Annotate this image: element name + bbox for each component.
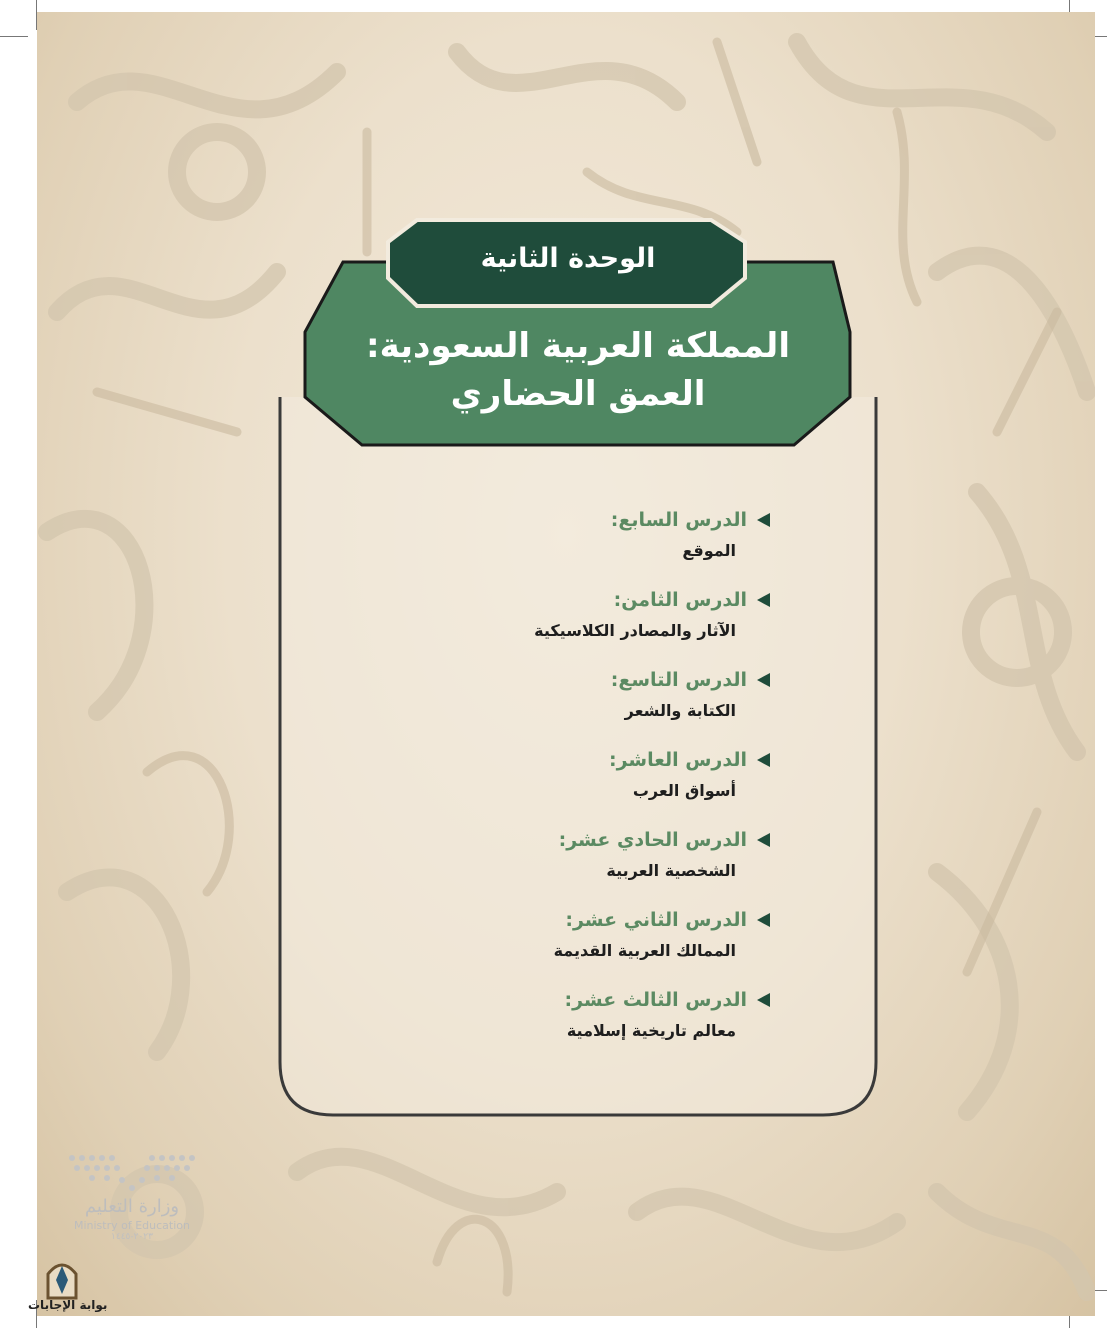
ministry-logo [62, 1148, 202, 1258]
lesson-item [390, 907, 770, 964]
lesson-item [390, 667, 770, 724]
portal-logo-icon [44, 1256, 80, 1300]
lesson-heading: الدرس الحادي عشر: [558, 829, 747, 851]
lesson-topic: الموقع [682, 541, 736, 560]
ministry-name-en: Ministry of Education [73, 1219, 190, 1232]
lesson-topic: أسواق العرب [632, 781, 736, 800]
left-pointing-triangle-icon [757, 753, 770, 767]
lesson-list [390, 507, 770, 1067]
lesson-topic: الكتابة والشعر [624, 701, 736, 720]
lesson-topic: معالم تاريخية إسلامية [566, 1021, 736, 1040]
lesson-item [390, 987, 770, 1044]
lesson-item [390, 587, 770, 644]
left-pointing-triangle-icon [757, 513, 770, 527]
ministry-name-ar: وزارة التعليم [84, 1196, 180, 1217]
lesson-heading: الدرس التاسع: [610, 669, 747, 691]
lesson-topic: الممالك العربية القديمة [553, 941, 736, 960]
lesson-item [390, 507, 770, 564]
lesson-heading: الدرس العاشر: [608, 749, 747, 771]
left-pointing-triangle-icon [757, 593, 770, 607]
lesson-topic: الآثار والمصادر الكلاسيكية [534, 621, 736, 640]
ministry-logo-icon [62, 1148, 202, 1196]
left-pointing-triangle-icon [757, 913, 770, 927]
crop-mark [0, 36, 28, 37]
ministry-code: ٢٠٢٣-١٤٤٥ [111, 1232, 153, 1242]
lesson-item [390, 747, 770, 804]
lesson-heading: الدرس الثامن: [613, 589, 747, 611]
unit-label: الوحدة الثانية [480, 242, 656, 274]
lesson-heading: الدرس السابع: [610, 509, 747, 531]
unit-title-line1: المملكة العربية السعودية: [366, 326, 790, 366]
lesson-heading: الدرس الثاني عشر: [565, 909, 747, 931]
left-pointing-triangle-icon [757, 673, 770, 687]
lesson-heading: الدرس الثالث عشر: [564, 989, 747, 1011]
left-pointing-triangle-icon [757, 993, 770, 1007]
lesson-topic: الشخصية العربية [606, 861, 736, 880]
unit-title [308, 322, 848, 418]
cover-page [37, 12, 1095, 1316]
unit-title-line2: العمق الحضاري [450, 374, 706, 414]
watermark-text: بوابة الإجابات [28, 1298, 108, 1312]
left-pointing-triangle-icon [757, 833, 770, 847]
lesson-item [390, 827, 770, 884]
